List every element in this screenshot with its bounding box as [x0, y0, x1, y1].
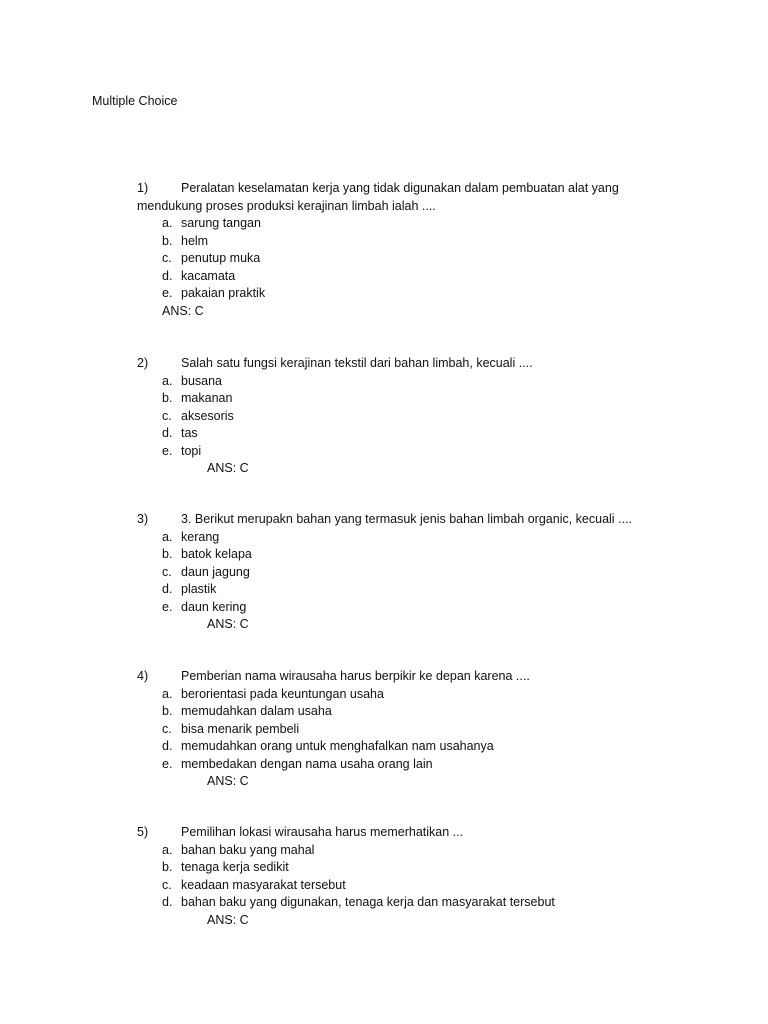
option-letter: b.: [162, 704, 173, 718]
option-text: memudahkan dalam usaha: [181, 704, 332, 718]
question-2: [137, 355, 637, 478]
option-item: [137, 894, 637, 912]
option-letter: a.: [162, 529, 173, 544]
option-letter: b.: [162, 860, 173, 874]
option-text: penutup muka: [181, 251, 261, 265]
question-stem: [137, 511, 637, 529]
option-letter: b.: [162, 233, 173, 248]
option-letter: a.: [162, 842, 173, 857]
option-letter: a.: [162, 216, 173, 230]
option-text: batok kelapa: [181, 547, 252, 561]
question-text: Pemilihan lokasi wirausaha harus memerhatikan ...: [181, 825, 464, 839]
option-letter: d.: [162, 426, 173, 440]
option-letter: d.: [162, 582, 173, 596]
option-text: membedakan dengan nama usaha orang lain: [181, 756, 433, 771]
option-letter: b.: [162, 391, 173, 405]
option-text: kerang: [181, 529, 220, 544]
option-text: pakaian praktik: [181, 286, 266, 300]
option-item: [137, 425, 637, 443]
option-item: [137, 390, 637, 408]
question-text: Peralatan keselamatan kerja yang tidak digunakan dalam pembuatan alat yang: [181, 181, 619, 195]
option-letter: d.: [162, 895, 173, 909]
option-item: [137, 599, 637, 617]
option-text: helm: [181, 233, 209, 248]
option-item: [137, 373, 637, 391]
option-letter: c.: [162, 721, 172, 736]
document-title: Multiple Choice: [92, 94, 178, 108]
option-item: [137, 250, 637, 268]
option-letter: b.: [162, 547, 173, 561]
option-text: tas: [181, 426, 198, 440]
option-item: [137, 756, 637, 774]
answer-key: ANS: C: [207, 912, 249, 927]
option-text: aksesoris: [181, 408, 234, 423]
question-3: [137, 511, 637, 634]
question-number: 2): [137, 356, 149, 370]
option-item: [137, 546, 637, 564]
question-text: 3. Berikut merupakn bahan yang termasuk jenis bahan limbah organic, kecuali ....: [181, 512, 632, 526]
option-item: [137, 842, 637, 860]
option-letter: c.: [162, 877, 172, 892]
option-text: makanan: [181, 391, 233, 405]
question-stem: [137, 355, 637, 373]
question-4: [137, 668, 637, 791]
question-stem: [137, 180, 637, 198]
option-letter: c.: [162, 251, 172, 265]
option-text: bahan baku yang mahal: [181, 842, 315, 857]
option-letter: d.: [162, 268, 173, 283]
question-text: Pemberian nama wirausaha harus berpikir ke depan karena ....: [181, 669, 530, 683]
option-letter: e.: [162, 443, 173, 458]
option-item: [137, 443, 637, 461]
option-item: [137, 564, 637, 582]
option-letter: e.: [162, 599, 173, 614]
answer-key: ANS: C: [207, 617, 249, 631]
option-letter: e.: [162, 286, 173, 300]
option-item: [137, 215, 637, 233]
option-item: [137, 529, 637, 547]
option-text: bahan baku yang digunakan, tenaga kerja dan masyarakat tersebut: [181, 895, 555, 909]
answer-key: ANS: C: [162, 303, 204, 318]
question-number: 4): [137, 669, 149, 683]
option-letter: a.: [162, 686, 173, 701]
option-text: daun jagung: [181, 564, 250, 579]
option-letter: c.: [162, 408, 172, 423]
question-1: [137, 180, 637, 320]
option-item: [137, 859, 637, 877]
option-item: [137, 408, 637, 426]
question-number: 1): [137, 181, 149, 195]
option-letter: a.: [162, 373, 173, 388]
question-number: 5): [137, 825, 149, 839]
option-text: daun kering: [181, 599, 247, 614]
option-text: memudahkan orang untuk menghafalkan nam usahanya: [181, 739, 494, 753]
option-text: keadaan masyarakat tersebut: [181, 877, 346, 892]
option-item: [137, 703, 637, 721]
option-text: sarung tangan: [181, 216, 261, 230]
option-text: topi: [181, 443, 202, 458]
question-stem: [137, 668, 637, 686]
option-item: [137, 233, 637, 251]
question-stem: [137, 824, 637, 842]
question-5: [137, 824, 637, 929]
option-text: berorientasi pada keuntungan usaha: [181, 686, 384, 701]
question-text-continued: mendukung proses produksi kerajinan limbah ialah ....: [137, 198, 436, 213]
option-text: kacamata: [181, 268, 236, 283]
option-item: [137, 285, 637, 303]
option-letter: d.: [162, 739, 173, 753]
option-letter: e.: [162, 756, 173, 771]
option-item: [137, 581, 637, 599]
option-text: busana: [181, 373, 223, 388]
question-number: 3): [137, 512, 149, 526]
answer-key: ANS: C: [207, 774, 249, 788]
option-letter: c.: [162, 564, 172, 579]
option-text: bisa menarik pembeli: [181, 721, 300, 736]
option-item: [137, 721, 637, 739]
option-item: [137, 686, 637, 704]
option-item: [137, 877, 637, 895]
option-item: [137, 738, 637, 756]
question-text: Salah satu fungsi kerajinan tekstil dari bahan limbah, kecuali ....: [181, 356, 533, 370]
answer-key: ANS: C: [207, 461, 249, 475]
option-text: tenaga kerja sedikit: [181, 860, 289, 874]
option-item: [137, 268, 637, 286]
option-text: plastik: [181, 582, 217, 596]
